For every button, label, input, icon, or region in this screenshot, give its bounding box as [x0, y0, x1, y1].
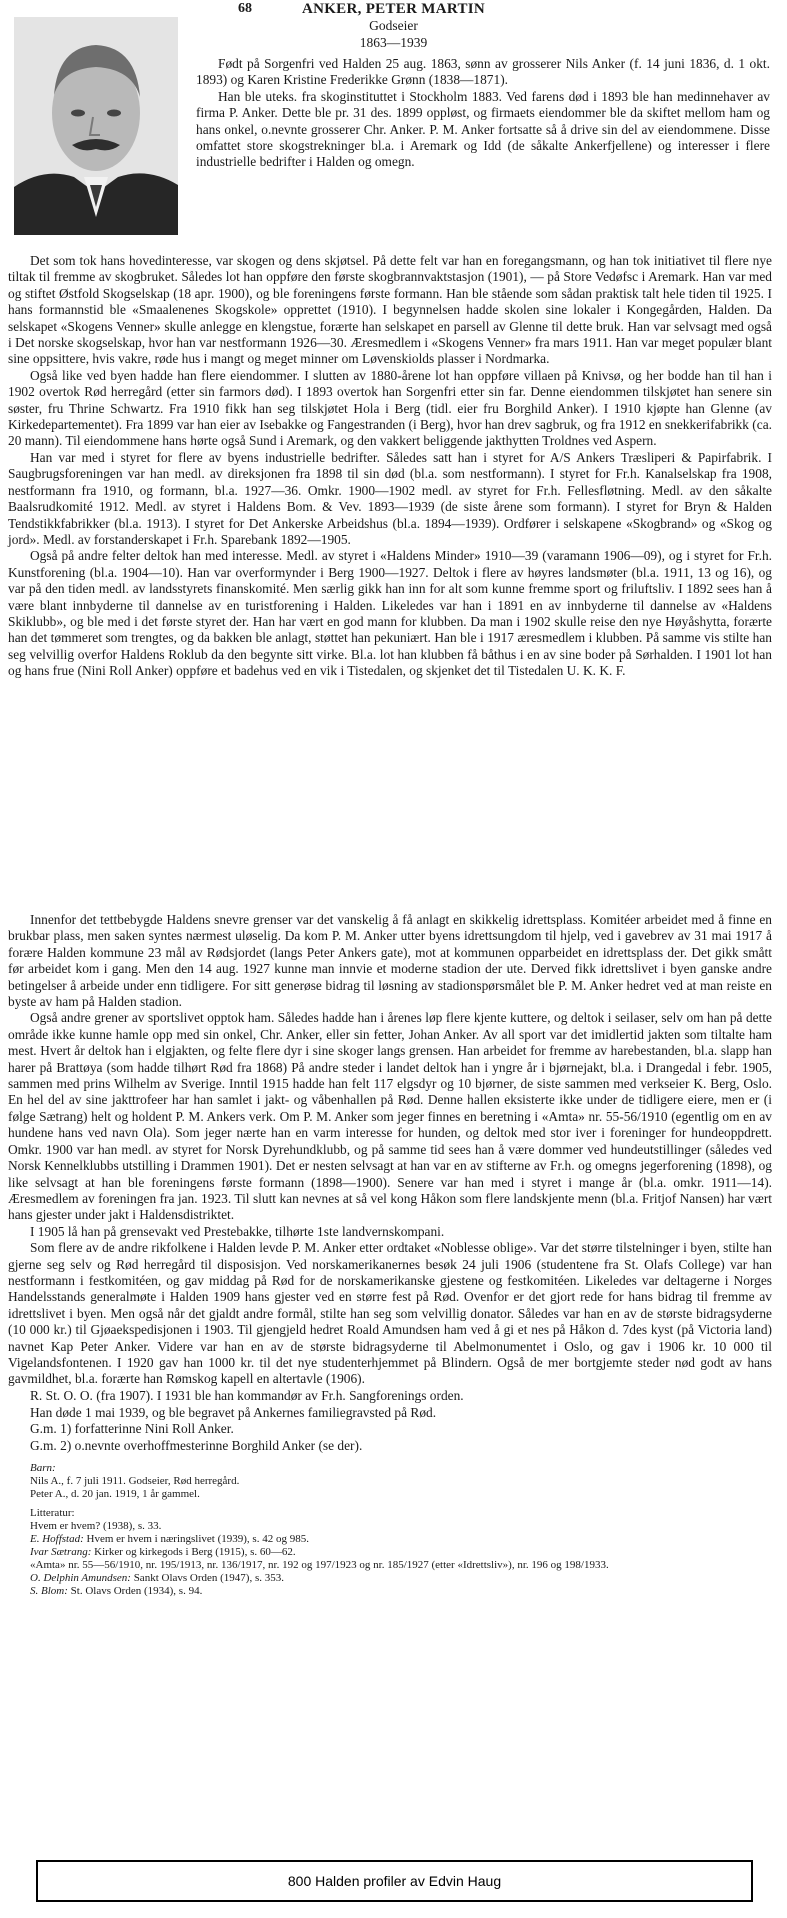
- closing-line: G.m. 1) forfatterinne Nini Roll Anker.: [30, 1421, 234, 1436]
- literature-text: St. Olavs Orden (1934), s. 94.: [70, 1585, 203, 1597]
- intro-paragraph: Han ble uteks. fra skoginstituttet i Stockholm 1883. Ved farens død i 1893 ble han medinnehaver av firma P. Anker. Dette ble pr. 31 des. 1899 oppløst, og firmaets eiendommer ble da skiftet mellom ham og hans onkel, o.nevnte grosserer Chr. Anker. P. M. Anker fortsatte så å drive sin del av eiendommene. Disse omfattet store skogstrekninger bl.a. i Aremark og Idd (de såkalte Ankerfjellene) og interesser i flere industrielle bedrifter i Halden og omegn.: [196, 88, 770, 170]
- literature-entry: [30, 1585, 772, 1598]
- literature-heading: Litteratur:: [30, 1507, 75, 1519]
- literature-entry: [30, 1546, 772, 1559]
- intro-section: [196, 56, 770, 171]
- closing-line: R. St. O. O. (fra 1907). I 1931 ble han kommandør av Fr.h. Sangforenings orden.: [30, 1388, 464, 1403]
- literature-author: E. Hoffstad:: [30, 1533, 84, 1545]
- literature-text: Hvem er hvem? (1938), s. 33.: [30, 1520, 162, 1532]
- person-years: 1863—1939: [359, 35, 428, 50]
- literature-text: «Amta» nr. 55—56/1910, nr. 195/1913, nr. 136/1917, nr. 192 og 197/1923 og nr. 185/1927 (etter «Idrettsliv»), nr. 196 og 198/1933.: [30, 1559, 609, 1571]
- children-section: [30, 1462, 772, 1501]
- literature-entry: [30, 1533, 772, 1546]
- literature-entry: [30, 1572, 772, 1585]
- body-paragraph: Innenfor det tettbebygde Haldens snevre grenser var det vanskelig å få anlagt en skikkelig idrettsplass. Komitéer arbeidet med å finne en brukbar plass, men saken syntes nærmest uløselig. Da kom P. M. Anker utter byens idrettsungdom til hjelp, ved i gavebrev av 31 mai 1917 å forære Halden kommune 23 mål av Rødsjordet (langs Peter Ankers gate), mot at kommunen opparbeidet en idrettsplass der. Det gikk smått før arbeidet kom i gang. Men den 14 aug. 1927 kunne man innvie et moderne stadion der ute. Derved fikk idrettslivet i byen ganske andre betingelser å arbeide under enn tidligere. For sitt generøse bidrag til løsning av stadionspørsmålet ble P. M. Anker hedret ved at man reiste en byste av ham på Halden stadion.: [8, 912, 772, 1010]
- literature-entry: [30, 1559, 772, 1572]
- closing-line: G.m. 2) o.nevnte overhoffmesterinne Borghild Anker (se der).: [30, 1437, 363, 1453]
- child-entry: Peter A., d. 20 jan. 1919, 1 år gammel.: [30, 1488, 200, 1500]
- literature-author: O. Delphin Amundsen:: [30, 1572, 131, 1584]
- closing-section: [30, 1388, 772, 1454]
- literature-entry: [30, 1520, 772, 1533]
- child-entry: Nils A., f. 7 juli 1911. Godseier, Rød herregård.: [30, 1475, 240, 1487]
- person-title: Godseier: [369, 18, 418, 33]
- closing-line: Han døde 1 mai 1939, og ble begravet på Ankernes familiegravsted på Rød.: [30, 1404, 437, 1420]
- body-section-1: [8, 253, 772, 680]
- person-name: ANKER, PETER MARTIN: [301, 1, 486, 17]
- intro-paragraph: Født på Sorgenfri ved Halden 25 aug. 1863, sønn av grosserer Nils Anker (f. 14 juni 1836, d. 1 okt. 1893) og Karen Kristine Frederikke Grønn (1838—1871).: [196, 56, 770, 88]
- literature-text: Sankt Olavs Orden (1947), s. 353.: [133, 1572, 285, 1584]
- body-section-2: [8, 912, 772, 1388]
- body-paragraph: I 1905 lå han på grensevakt ved Prestebakke, tilhørte 1ste landvernskompani.: [30, 1223, 445, 1239]
- literature-author: Ivar Sætrang:: [30, 1546, 92, 1558]
- children-heading: Barn:: [30, 1462, 56, 1474]
- body-paragraph: Også like ved byen hadde han flere eiendommer. I slutten av 1880-årene lot han oppføre villaen på Knivsø, og her bodde han til han i 1902 overtok Rød herregård (etter sin farmors død). I 1893 overtok han Sorgenfri etter sin far. Denne eiendommen tilskjøtet han senere sin søster, fru Thrine Schwartz. Fra 1910 fikk han seg tilskjøtet Hola i Berg (tidl. eier fru Borghild Anker). I 1910 kjøpte han Glenne (av Kirkedepartementet). Fra 1899 var han eier av Isebakke og Fangestranden (i Berg), hvor han drev sagbruk, og fra 1912 en snekkerifabrikk (ca. 20 mann). Til eiendommene hans hørte også Sund i Aremark, og den vakkert beliggende jakthytten Troldnes ved Aspern.: [8, 367, 772, 449]
- footer-caption-box: [36, 1860, 753, 1902]
- body-paragraph: Han var med i styret for flere av byens industrielle bedrifter. Således satt han i styret for A/S Ankers Træsliperi & Papirfabrik. I Saugbrugsforeningen var han medl. av direksjonen fra 1898 til sin død (bl.a. som nestformann). I styret for Fr.h. Kanalselskap fra 1908, nestformann fra 1910, og formann, bl.a. 1927—36. Omkr. 1900—1902 medl. av styret for Fr.h. Fellesfløtning. Medl. av den såkalte Baalsrudkomité 1912. Medl. av styret i Haldens Bom. & Vev. 1893—1939 (de siste årene som formann). I styret for Bryn & Halden Tendstikkfabrikker (bl.a. 1913). I styret for Det Ankerske Arbeidshus (bl.a. 1894—1939). Ordfører i selskapene «Skogbrand» og «Skog og jord». Medl. av forstanderskapet i Fr.h. Sparebank 1892—1905.: [8, 449, 772, 547]
- body-paragraph: Også på andre felter deltok han med interesse. Medl. av styret i «Haldens Minder» 1910—39 (varamann 1906—09), og i styret for Fr.h. Kunstforening (bl.a. 1904—10). Han var overformynder i Berg 1900—1927. Deltok i flere av høyres landsmøter (bl.a. 1911, 13 og 16), og var på den tiden medl. av landsstyrets finanskomité. Men særlig gikk han inn for alt som kunne fremme sport og friluftsliv. I 1892 sees han å være blant innbyderne til dannelse av en turistforening i Halden. Likeledes var han i 1891 en av innbyderne til dannelse av «Haldens Skiklubb», og ble med i det første styret der. Han har vært en god mann for klubben. Da man i 1902 skulle reise den nye Høyåshytta, forærte han det tømmeret som trengtes, og da bakken ble anlagt, støttet han pekuniært. Han ble i 1917 æresmedlem i klubben. På samme vis stilte han seg velvillig overfor Haldens Roklub da den begynte sitt virke. Bl.a. lot han klubben få båthus i en av sine boder på Sørhalden. I 1901 lot han og hans frue (Nini Roll Anker) oppføre et badehus ved en vik i Tistedalen, og skjenket det til Tistedalen U. K. K. F.: [8, 548, 772, 679]
- portrait-photo: [14, 17, 178, 235]
- literature-section: [30, 1507, 772, 1598]
- body-paragraph: Som flere av de andre rikfolkene i Halden levde P. M. Anker etter ordtaket «Noblesse oblige». Var det større tilstelninger i byen, stilte han gjerne seg selv og Rød herregård til disposisjon. Ved norskamerikanernes besøk 24 juli 1906 (studentene fra St. Olafs College) var han nestformann i festkomitéen, og gav middag på Rød for de norskamerikanske gjestene og festkomitéen. Likeledes var deltagerne i Norges Handelsstands generalmøte i Halden 1909 hans gjester ved en større fest på Rød. Ovenfor er det gjort rede for hans bidrag til fremme av idrettslivet i byen. Men også når det gjaldt andre formål, stilte han seg som velvillig donator. Således var han en av de største bidragsyderne (10 000 kr.) til Gjøaekspedisjonen i 1903. Til gjengjeld hedret Roald Amundsen ham ved å gi et nes på Håkon d. 7des kyst (på Victoria land) navnet Kap Peter Anker. Videre var han en av de største bidragsyderne til Abelmonumentet i Oslo, og gav i 1906 kr. 10 000 til Vigelandsfontenen. I 1920 gav han 1000 kr. til det nye studenterhjemmet på Blindern. Også de mer bortgjemte steder nød godt av hans gavmildhet, bl.a. forærte han Rømskog kapell en altertavle (1906).: [8, 1240, 772, 1387]
- footer-caption: 800 Halden profiler av Edvin Haug: [287, 1873, 502, 1889]
- literature-text: Hvem er hvem i næringslivet (1939), s. 42 og 985.: [86, 1533, 309, 1545]
- literature-text: Kirker og kirkegods i Berg (1915), s. 60—62.: [94, 1546, 296, 1558]
- page-header: [0, 0, 787, 18]
- literature-author: S. Blom:: [30, 1585, 68, 1597]
- body-paragraph: Det som tok hans hovedinteresse, var skogen og dens skjøtsel. På dette felt var han en foregangsmann, og han tok initiativet til flere nye tiltak til fremme av skogbruket. Således lot han oppføre den første skogbrannvaktstasjon (1901), — på Store Vedøfsc i Aremark. Han var med og stiftet Østfold Skogselskap (18 apr. 1900), og ble foreningens første formann. Han ble stående som sådan praktisk talt hele tiden til 1925. I hans formannstid ble «Smaalenenes Skogskole» opprettet (1910). I begynnelsen hadde skolen sine lokaler i Kongegården, Halden. Da selskapet «Skogens Venner» skulle anlegge en klengstue, forærte han selskapet en parsell av Glenne til dette bruk. Han var selvsagt med også i Det norske skogselskap, hvor han var nestformann 1926—30. Æresmedlem i «Skogens Venner» fra mars 1911. Han var meget populær blant sine oppsittere, hvis vakre, røde hus i mangt og meget minner om Løvenskiolds plasser i Nordmarka.: [8, 253, 772, 367]
- body-paragraph: Også andre grener av sportslivet opptok ham. Således hadde han i årenes løp flere kjente kuttere, og deltok i seilaser, selv om han på dette område ikke kunne hamle opp med sin onkel, Chr. Anker, eller sin fetter, Johan Anker. Av all sport var det imidlertid jakten som tiltalte ham mest. Hvert år deltok han i elgjakten, og felte flere dyr i sine skoger langs grensen. Han arbeidet for fremme av harebestanden, bl.a. slapp han harer på Brattøya (som hadde tilhørt Rød fra 1868) På andre steder i landet deltok han i yngre år i bjørnejakt, bl.a. i Drangedal i febr. 1905, sammen med prins Wilhelm av Sverige. Inntil 1915 hadde han felt 117 elgsdyr og 10 bjørner, de siste sammen med verkseier K. Berg, Oslo. En hel del av sine jakttrofeer har han samlet i jakt- og våbenhallen på Rød. Denne hallen eksisterte ikke under de tidligere eiere, men er (i følge Sætrang) helt og holdent P. M. Ankers verk. Om P. M. Anker som jeger finnes en beretning i «Amta» nr. 55-56/1910 (egentlig om en av hundene hans ved navn Ola). Som jeger nærte han en varm interesse for hunden, og deltok med stor iver i foreninger for hundeoppdrett. Omkr. 1900 var han medl. av styret for Norsk Dyrehundklubb, og på samme tid sees han å være dommer ved hundeutstillinger (således ved Norsk Kennelklubbs utstilling i Drammen 1901). Det er nesten selvsagt at han var en av stifterne av Fr.h. og omegns jegerforening (1898), og like selvsagt at han ble foreningens første formann (1898—1900). Senere var han med i styret i mange år (bl.a. omkr. 1911—14). Æresmedlem av foreningen fra jan. 1923. Til slutt kan nevnes at så vel kong Håkon som flere landskjente menn (bl.a. Fritjof Nansen) har vært hans gjester under jakt i Haldensdistriktet.: [8, 1010, 772, 1223]
- page-number: 68: [238, 1, 252, 16]
